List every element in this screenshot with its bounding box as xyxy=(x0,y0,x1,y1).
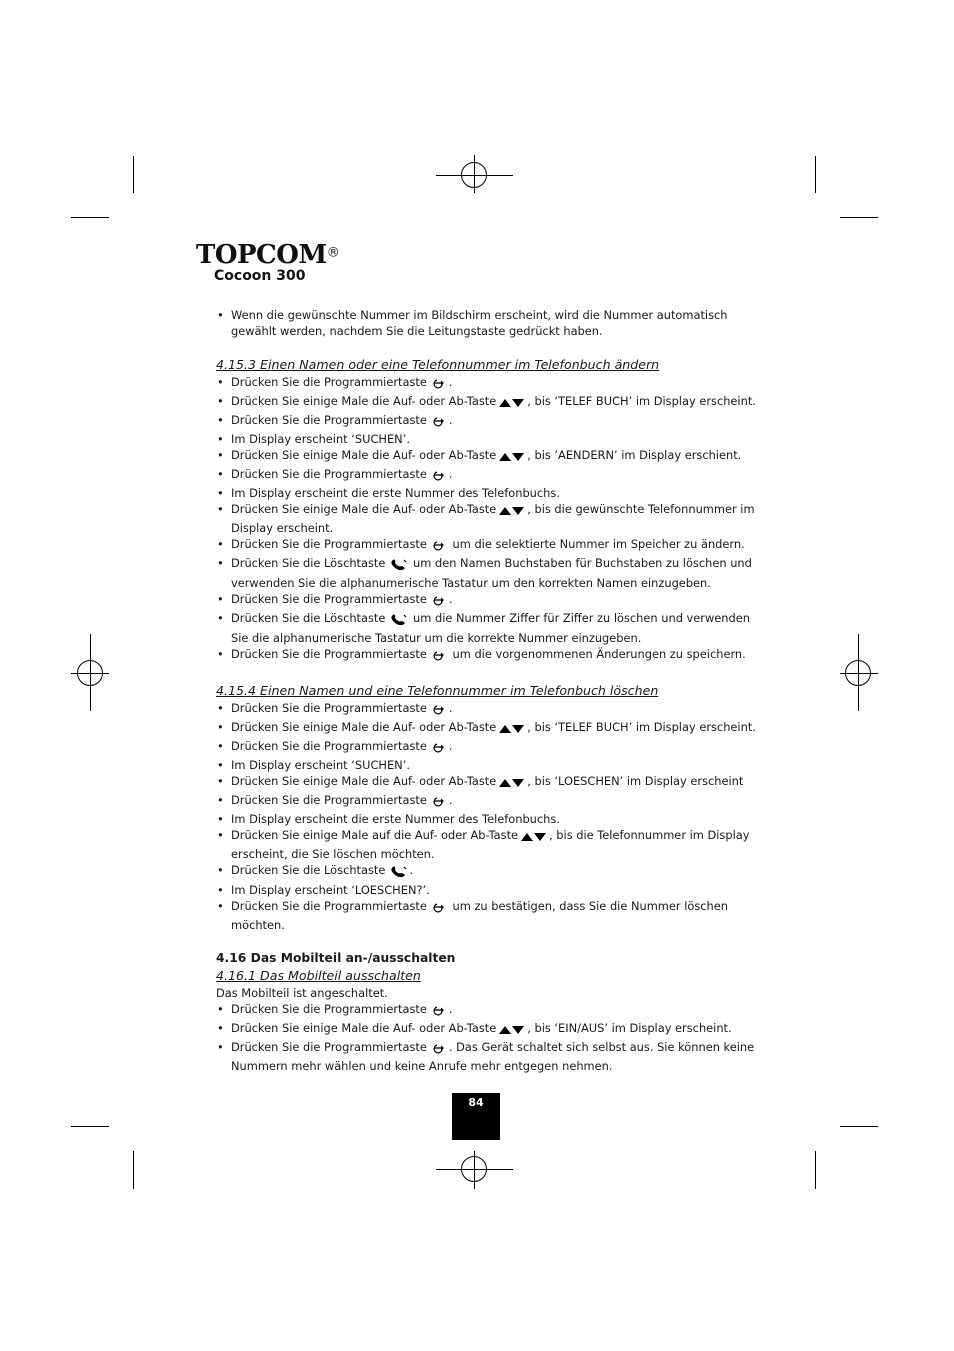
list-item-text: , bis ‘LOESCHEN’ im Display erscheint xyxy=(527,774,744,788)
list-item-text: . xyxy=(448,793,453,807)
registration-circle xyxy=(845,660,871,686)
section-4154-list xyxy=(216,700,756,933)
program-key-icon xyxy=(433,901,447,917)
list-item xyxy=(216,536,756,555)
list-item-text: , bis ‘TELEF BUCH’ im Display erscheint. xyxy=(527,720,756,734)
program-key-icon xyxy=(433,795,447,811)
program-key-icon xyxy=(433,539,447,555)
delete-key-icon xyxy=(391,558,407,575)
crop-mark xyxy=(133,156,134,193)
section-416-list xyxy=(216,1001,756,1074)
list-item-text: Drücken Sie einige Male die Auf- oder Ab-Taste xyxy=(231,720,497,734)
list-item xyxy=(216,646,756,665)
page-content xyxy=(216,307,756,1074)
list-item-text: Drücken Sie die Programmiertaste xyxy=(231,467,427,481)
crop-mark xyxy=(840,1126,878,1127)
section-4153-list xyxy=(216,374,756,665)
program-key-icon xyxy=(433,703,447,719)
list-item xyxy=(216,719,756,738)
list-item-text: um den Namen Buchstaben für Buchstaben zu löschen und verwenden Sie die alphanumerische Tastatur um den korrekten Namen einzugeben. xyxy=(231,556,752,590)
program-key-icon xyxy=(433,594,447,610)
list-item-text: Drücken Sie die Programmiertaste xyxy=(231,1002,427,1016)
program-key-icon xyxy=(433,377,447,393)
list-item-text: . xyxy=(448,467,453,481)
list-item-text: Im Display erscheint die erste Nummer des Telefonbuchs. xyxy=(231,812,560,826)
list-item xyxy=(216,738,756,757)
list-item-text: . xyxy=(448,701,453,715)
list-item-text: Im Display erscheint ‘SUCHEN’. xyxy=(231,432,410,446)
list-item-text: Im Display erscheint ‘SUCHEN’. xyxy=(231,758,410,772)
list-item-text: Drücken Sie die Programmiertaste xyxy=(231,647,427,661)
list-item xyxy=(216,1001,756,1020)
up-down-arrows-icon xyxy=(499,776,525,792)
section-416-title: 4.16 Das Mobilteil an-/ausschalten xyxy=(216,951,456,965)
list-item-text: Drücken Sie die Löschtaste xyxy=(231,611,386,625)
list-item xyxy=(216,773,756,792)
list-item-text: Im Display erscheint die erste Nummer des Telefonbuchs. xyxy=(231,486,560,500)
program-key-icon xyxy=(433,415,447,431)
list-item-text: Drücken Sie die Programmiertaste xyxy=(231,375,427,389)
program-key-icon xyxy=(433,741,447,757)
list-item xyxy=(216,792,756,811)
list-item xyxy=(216,466,756,485)
intro-list xyxy=(216,307,756,339)
section-4153-title: 4.15.3 Einen Namen oder eine Telefonnummer im Telefonbuch ändern xyxy=(216,357,660,372)
list-item-text: Drücken Sie die Programmiertaste xyxy=(231,701,427,715)
program-key-icon xyxy=(433,1004,447,1020)
list-item-text: Im Display erscheint ‘LOESCHEN?’. xyxy=(231,883,430,897)
list-item-text: um die vorgenommenen Änderungen zu speichern. xyxy=(448,647,746,661)
model-name: Cocoon 300 xyxy=(214,268,306,284)
section-416-note: Das Mobilteil ist angeschaltet. xyxy=(216,986,388,1000)
crop-mark xyxy=(840,217,878,218)
list-item-text: . xyxy=(409,863,414,877)
list-item xyxy=(216,1039,756,1074)
list-item xyxy=(216,307,756,339)
registered-mark: ® xyxy=(326,245,340,261)
up-down-arrows-icon xyxy=(499,450,525,466)
list-item xyxy=(216,591,756,610)
list-item-text: Drücken Sie die Programmiertaste xyxy=(231,413,427,427)
list-item-text: Drücken Sie einige Male die Auf- oder Ab-Taste xyxy=(231,1021,497,1035)
up-down-arrows-icon xyxy=(521,830,547,846)
list-item-text: Drücken Sie die Löschtaste xyxy=(231,863,386,877)
list-item-text: , bis die gewünschte Telefonnummer im Display erscheint. xyxy=(231,502,755,535)
program-key-icon xyxy=(433,1042,447,1058)
up-down-arrows-icon xyxy=(499,396,525,412)
list-item-text: . xyxy=(448,739,453,753)
list-item-text: , bis die Telefonnummer im Display erscheint, die Sie löschen möchten. xyxy=(231,828,750,861)
program-key-icon xyxy=(433,469,447,485)
list-item xyxy=(216,374,756,393)
program-key-icon xyxy=(433,649,447,665)
list-item-text: Drücken Sie einige Male auf die Auf- oder Ab-Taste xyxy=(231,828,519,842)
list-item-text: . Das Gerät schaltet sich selbst aus. Sie können keine Nummern mehr wählen und keine Anrufe mehr entgegen nehmen. xyxy=(231,1040,755,1073)
list-item xyxy=(216,447,756,466)
registration-circle xyxy=(77,660,103,686)
list-item-text: um zu bestätigen, dass Sie die Nummer löschen möchten. xyxy=(231,899,728,932)
list-item-text: , bis ’AENDERN’ im Display erschient. xyxy=(527,448,742,462)
list-item xyxy=(216,811,756,827)
list-item-text: , bis ‘TELEF BUCH’ im Display erscheint. xyxy=(527,394,756,408)
list-item xyxy=(216,1020,756,1039)
list-item xyxy=(216,610,756,646)
brand-logo-text: TOPCOM xyxy=(196,240,327,270)
list-item-text: um die selektierte Nummer im Speicher zu ändern. xyxy=(448,537,745,551)
list-item-text: . xyxy=(448,1002,453,1016)
list-item-text: . xyxy=(448,413,453,427)
list-item xyxy=(216,898,756,933)
list-item xyxy=(216,862,756,882)
list-item-text: Drücken Sie die Programmiertaste xyxy=(231,899,427,913)
up-down-arrows-icon xyxy=(499,504,525,520)
list-item-text: Drücken Sie die Programmiertaste xyxy=(231,537,427,551)
delete-key-icon xyxy=(391,613,407,630)
brand-logo xyxy=(196,240,340,270)
list-item-text: um die Nummer Ziffer für Ziffer zu löschen und verwenden Sie die alphanumerische Tastatur um die korrekte Nummer einzugeben. xyxy=(231,611,750,645)
registration-circle xyxy=(461,162,487,188)
delete-key-icon xyxy=(391,865,407,882)
list-item xyxy=(216,431,756,447)
crop-mark xyxy=(71,217,109,218)
crop-mark xyxy=(71,1126,109,1127)
list-item-text: . xyxy=(448,375,453,389)
up-down-arrows-icon xyxy=(499,722,525,738)
list-item xyxy=(216,501,756,536)
list-item xyxy=(216,485,756,501)
list-item-text: Drücken Sie einige Male die Auf- oder Ab-Taste xyxy=(231,502,497,516)
section-4154-title: 4.15.4 Einen Namen und eine Telefonnummer im Telefonbuch löschen xyxy=(216,683,659,698)
registration-circle xyxy=(461,1156,487,1182)
list-item-text: . xyxy=(448,592,453,606)
list-item-text: Drücken Sie die Löschtaste xyxy=(231,556,386,570)
list-item-text: Drücken Sie die Programmiertaste xyxy=(231,793,427,807)
list-item xyxy=(216,700,756,719)
crop-mark xyxy=(133,1151,134,1189)
crop-mark xyxy=(815,1151,816,1189)
list-item-text: Drücken Sie die Programmiertaste xyxy=(231,1040,427,1054)
list-item xyxy=(216,757,756,773)
list-item-text: Drücken Sie einige Male die Auf- oder Ab-Taste xyxy=(231,394,497,408)
list-item-text: Drücken Sie die Programmiertaste xyxy=(231,739,427,753)
list-item-text: , bis ‘EIN/AUS’ im Display erscheint. xyxy=(527,1021,732,1035)
list-item xyxy=(216,393,756,412)
list-item-text: Wenn die gewünschte Nummer im Bildschirm erscheint, wird die Nummer automatisch gewählt werden, nachdem Sie die Leitungstaste gedrückt haben. xyxy=(231,308,728,338)
list-item xyxy=(216,827,756,862)
list-item xyxy=(216,555,756,591)
page-number: 84 xyxy=(452,1093,500,1140)
list-item xyxy=(216,882,756,898)
crop-mark xyxy=(815,156,816,193)
list-item-text: Drücken Sie einige Male die Auf- oder Ab-Taste xyxy=(231,448,497,462)
up-down-arrows-icon xyxy=(499,1023,525,1039)
section-4161-title: 4.16.1 Das Mobilteil ausschalten xyxy=(216,968,421,983)
list-item-text: Drücken Sie die Programmiertaste xyxy=(231,592,427,606)
list-item xyxy=(216,412,756,431)
list-item-text: Drücken Sie einige Male die Auf- oder Ab-Taste xyxy=(231,774,497,788)
